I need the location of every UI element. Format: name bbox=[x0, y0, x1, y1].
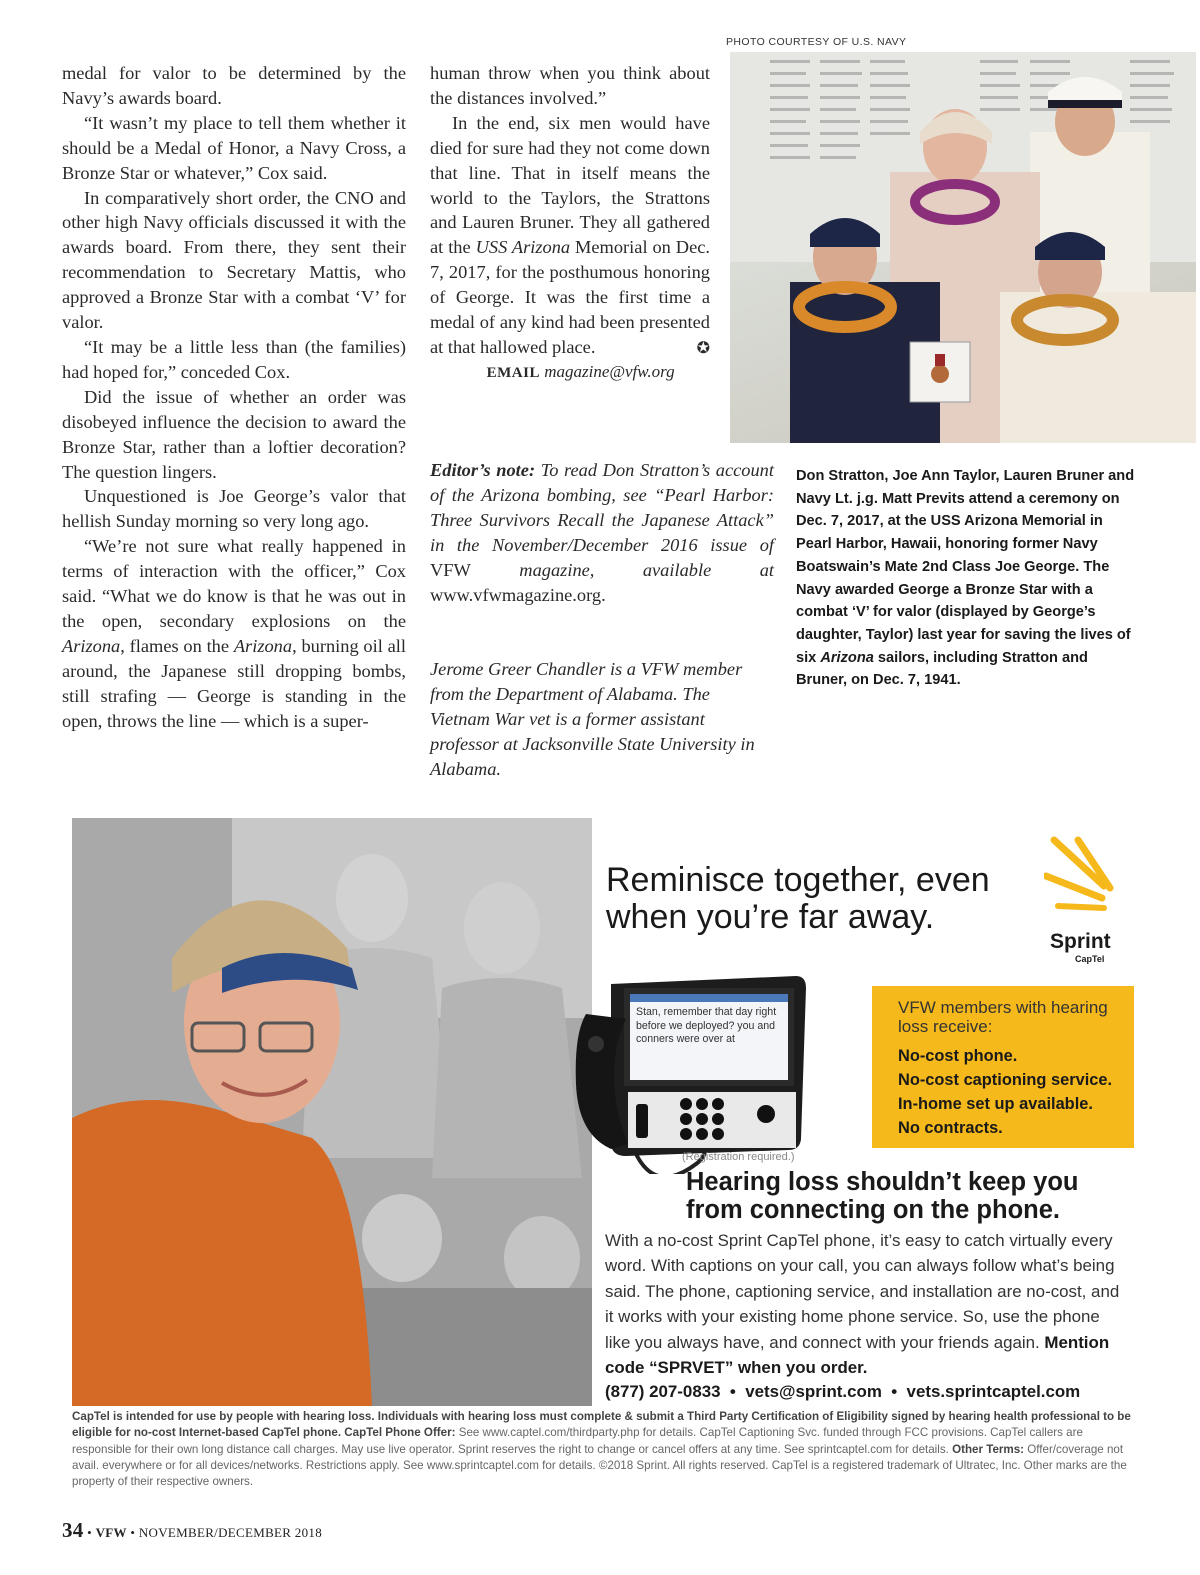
benefit-item: No contracts. bbox=[898, 1119, 1003, 1137]
paragraph: medal for valor to be determined by the Navy’s awards board. bbox=[62, 63, 406, 108]
photo-caption: Don Stratton, Joe Ann Taylor, Lauren Bruner and Navy Lt. j.g. Matt Previts attend a ceremony on Dec. 7, 2017, at the USS Arizona Memorial in Pearl Harbor, Hawaii, honoring former Navy Boatswain’s Mate 2nd Class Joe George. The Navy awarded George a Bronze Star with a combat ‘V’ for valor (displayed by George’s daughter, Taylor) last year for saving the lives of six Arizona sailors, including Stratton and Bruner, on Dec. 7, 1941. bbox=[796, 468, 1135, 689]
phone-screen-text: Stan, remember that day right before we deployed? you and conners were over at bbox=[636, 1006, 777, 1045]
phone-icon bbox=[516, 964, 806, 1174]
editors-note-label: Editor’s note: bbox=[430, 460, 536, 480]
page-folio: 34 • VFW • NOVEMBER/DECEMBER 2018 bbox=[62, 1518, 323, 1542]
benefits-box bbox=[872, 986, 1134, 1148]
photo-credit: PHOTO COURTESY OF U.S. NAVY bbox=[726, 36, 907, 48]
ad-headline: Reminisce together, even when you’re far away. bbox=[606, 861, 990, 936]
publication-name: VFW bbox=[95, 1525, 127, 1540]
email-line bbox=[430, 360, 710, 386]
ad-subhead: Hearing loss shouldn’t keep you from connecting on the phone. bbox=[686, 1168, 1079, 1224]
paragraph: “It may be a little less than (the families) had hoped for,” conceded Cox. bbox=[62, 336, 406, 382]
paragraph: Unquestioned is Joe George’s valor that hellish Sunday morning so very long ago. bbox=[62, 486, 406, 532]
phone-number[interactable]: (877) 207-0833 bbox=[605, 1382, 721, 1401]
contact-website[interactable]: vets.sprintcaptel.com bbox=[906, 1382, 1081, 1401]
paragraph: In the end, six men would have died for sure had they not come down that line. That in itself means the world to the Taylors, the Strattons and Lauren Bruner. They all gathered at the USS Arizona Memorial on Dec. 7, 2017, for the posthumous honoring of George. It was the first time a medal of any kind had been presented at that hallowed place. ✪ bbox=[430, 111, 710, 360]
issue-date: NOVEMBER/DECEMBER 2018 bbox=[138, 1525, 323, 1540]
ceremony-photo bbox=[730, 52, 1196, 443]
paragraph: “We’re not sure what really happened in terms of interaction with the officer,” Cox said. “What we do know is that he was out in the open, secondary explosions on the Arizona, flames on the Arizona, burning oil all around, the Japanese still dropping bombs, still strafing — George is standing in the open, throws the line — which is a super- bbox=[62, 536, 406, 731]
benefit-item: In-home set up available. bbox=[898, 1095, 1093, 1113]
paragraph: Did the issue of whether an order was disobeyed influence the decision to award the Bronze Star, rather than a loftier decoration? The question lingers. bbox=[62, 386, 406, 482]
article-column-2 bbox=[430, 61, 710, 386]
ad-body: With a no-cost Sprint CapTel phone, it’s easy to catch virtually every word. With captions on your call, you can always follow what’s being said. The phone, captioning service, and installation are no-cost, and it works with your existing home phone service. So, use the phone like you always have, and connect with your friends again. Mention code “SPRVET” when you order. bbox=[605, 1231, 1120, 1378]
ad-photo-image bbox=[72, 818, 592, 1406]
author-bio: Jerome Greer Chandler is a VFW member from the Department of Alabama. The Vietnam War vet is a former assistant professor at Jacksonville State University in Alabama. bbox=[430, 659, 755, 779]
email-label: EMAIL bbox=[486, 364, 540, 381]
end-mark-icon: ✪ bbox=[696, 339, 710, 357]
promo-code: Mention code “SPRVET” when you order. bbox=[605, 1332, 1110, 1378]
ad-fine-print: CapTel is intended for use by people with hearing loss. Individuals with hearing loss must complete & submit a Third Party Certification of Eligibility signed by hearing health professional to be eligible for no-cost Internet-based CapTel phone. CapTel Phone Offer: See www.captel.com/thirdparty.php for details. CapTel Captioning Svc. funded through FCC provisions. CapTel callers are responsible for their own long distance call charges. May use live operator. Sprint reserves the right to change or cancel offers at any time. See sprintcaptel.com for details. Other Terms: Offer/coverage not avail. everywhere or for all devices/networks. Restrictions apply. See www.sprintcaptel.com for details. ©2018 Sprint. All rights reserved. CapTel is a registered trademark of Ultratec, Inc. Other marks are the property of their respective owners. bbox=[72, 1410, 1131, 1489]
registration-note: (Registration required.) bbox=[682, 1151, 795, 1163]
editors-note: Editor’s note: To read Don Stratton’s account of the Arizona bombing, see “Pearl Harbor: Three Survivors Recall the Japanese Attack” in the November/December 2016 issue of VFW magazine, available at www.vfwmagazine.org. bbox=[430, 460, 774, 605]
website-link[interactable]: www.vfwmagazine.org. bbox=[430, 584, 606, 605]
contact-email[interactable]: vets@sprint.com bbox=[745, 1382, 882, 1401]
captel-wordmark: CapTel bbox=[1075, 954, 1105, 964]
sprint-captel-advertisement bbox=[72, 818, 1136, 1406]
benefits-intro: VFW members with hearing loss receive: bbox=[898, 998, 1108, 1036]
sprint-wordmark: Sprint bbox=[1050, 930, 1111, 953]
paragraph: In comparatively short order, the CNO and other high Navy officials discussed it with the awards board. From there, they sent their recommendation to Secretary Mattis, who approved a Bronze Star with a combat ‘V’ for valor. bbox=[62, 187, 406, 333]
article-column-1 bbox=[62, 61, 406, 733]
captel-phone bbox=[516, 964, 806, 1174]
ceremony-photo-image bbox=[730, 52, 1196, 443]
paragraph: human throw when you think about the distances involved.” bbox=[430, 63, 710, 108]
benefit-item: No-cost phone. bbox=[898, 1047, 1018, 1065]
page-number: 34 bbox=[62, 1518, 84, 1542]
ad-photo bbox=[72, 818, 592, 1406]
contact-line: (877) 207-0833 • vets@sprint.com • vets.sprintcaptel.com bbox=[605, 1382, 1081, 1401]
benefit-item: No-cost captioning service. bbox=[898, 1071, 1113, 1089]
paragraph: “It wasn’t my place to tell them whether it should be a Medal of Honor, a Navy Cross, a Bronze Star or whatever,” Cox said. bbox=[62, 112, 406, 183]
email-link[interactable]: magazine@vfw.org bbox=[544, 361, 675, 381]
